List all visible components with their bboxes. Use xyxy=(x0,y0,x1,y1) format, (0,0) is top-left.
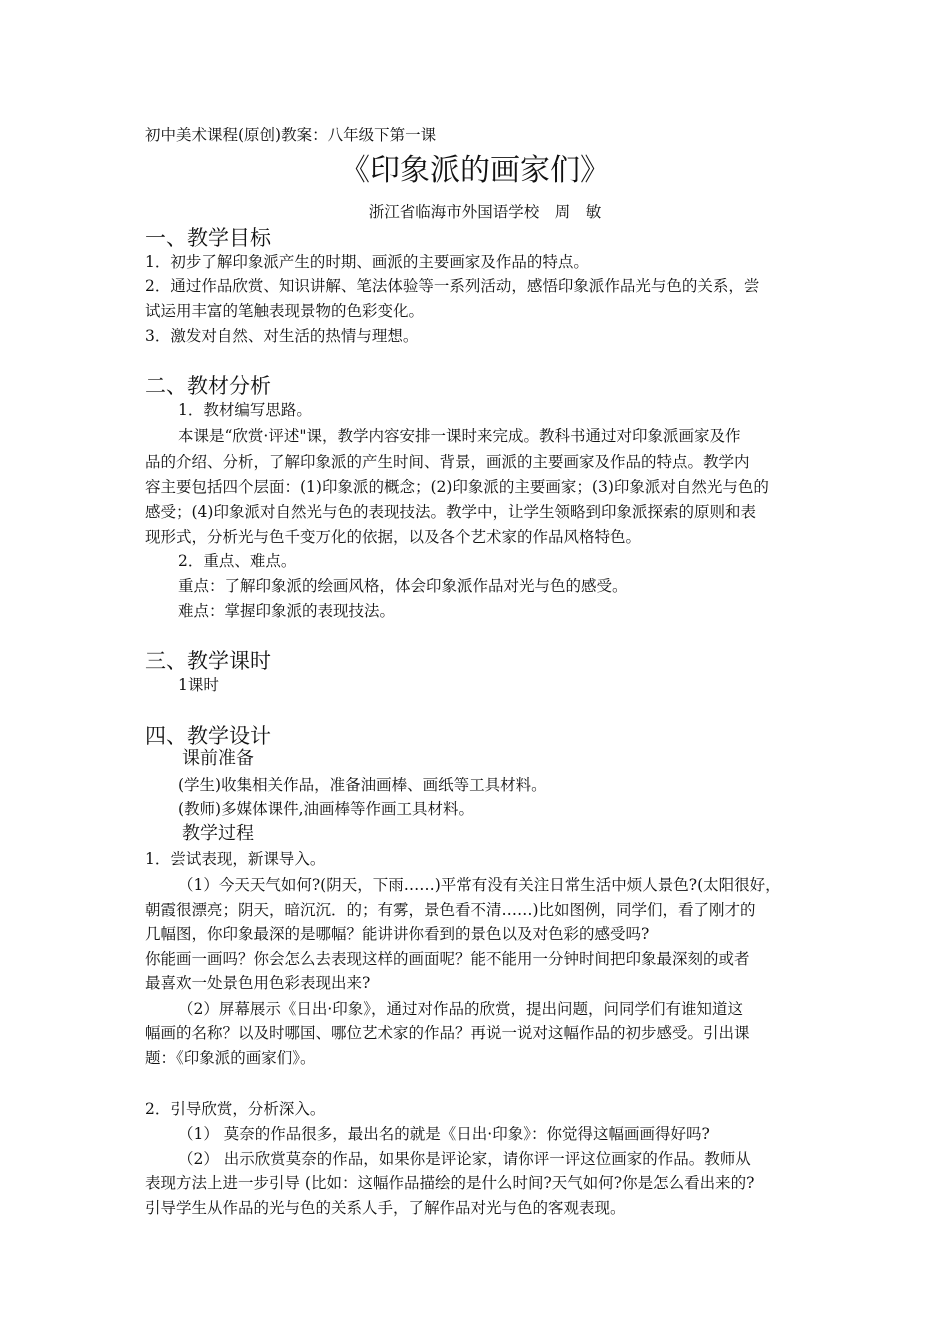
process-line: 引导学生从作品的光与色的关系人手，了解作品对光与色的客观表现。 xyxy=(145,1199,626,1217)
process-line: （1）今天天气如何?(阴天，下雨……)平常有没有关注日常生活中烦人景色?(太阳很好， xyxy=(178,876,781,894)
process-line: 朝霞很漂亮；阴天，暗沉沉．的；有雾，景色看不清……)比如图例，同学们，看了刚才的 xyxy=(145,901,756,919)
objective-line: 1．初步了解印象派产生的时期、画派的主要画家及作品的特点。 xyxy=(145,253,589,271)
material-line: 本课是“欣赏·评述"课，教学内容安排一课时来完成。教科书通过对印象派画家及作 xyxy=(178,427,741,445)
objective-line: 试运用丰富的笔触表现景物的色彩变化。 xyxy=(145,302,425,320)
material-line: 感受；(4)印象派对自然光与色的表现技法。教学中，让学生领略到印象派探索的原则和表 xyxy=(145,503,756,521)
process-line: 1．尝试表现，新课导入。 xyxy=(145,850,326,868)
section-heading-objectives: 一、教学目标 xyxy=(145,226,271,250)
process-line: 题：《印象派的画家们》。 xyxy=(145,1049,316,1067)
material-line: 品的介绍、分析，了解印象派的产生时间、背景，画派的主要画家及作品的特点。教学内 xyxy=(145,453,750,471)
material-line: 2．重点、难点。 xyxy=(178,552,297,570)
course-line: 初中美术课程(原创)教案：八年级下第一课 xyxy=(145,126,437,144)
section-heading-hours: 三、教学课时 xyxy=(145,649,271,673)
process-line: 表现方法上进一步引导 (比如：这幅作品描绘的是什么时间?天气如何?你是怎么看出来的? xyxy=(145,1174,755,1192)
prep-line: (教师)多媒体课件,油画棒等作画工具材料。 xyxy=(178,800,475,818)
process-line: （1） 莫奈的作品很多，最出名的就是《日出·印象》：你觉得这幅画画得好吗? xyxy=(178,1125,710,1143)
author-line: 浙江省临海市外国语学校 周 敏 xyxy=(368,203,602,221)
objective-line: 3．激发对自然、对生活的热情与理想。 xyxy=(145,327,419,345)
material-line: 容主要包括四个层面：(1)印象派的概念；(2)印象派的主要画家；(3)印象派对自然光与色的 xyxy=(145,478,769,496)
process-line: （2）屏幕展示《日出·印象》，通过对作品的欣赏，提出问题，问同学们有谁知道这 xyxy=(178,1000,744,1018)
process-line: 最喜欢一处景色用色彩表现出来? xyxy=(145,974,371,992)
hours-line: 1课时 xyxy=(178,676,219,694)
process-line: 2．引导欣赏，分析深入。 xyxy=(145,1100,326,1118)
section-heading-material: 二、教材分析 xyxy=(145,374,271,398)
process-line: 几幅图，你印象最深的是哪幅？能讲讲你看到的景色以及对色彩的感受吗? xyxy=(145,925,650,943)
material-line: 难点：掌握印象派的表现技法。 xyxy=(178,602,396,620)
material-line: 重点：了解印象派的绘画风格，体会印象派作品对光与色的感受。 xyxy=(178,577,628,595)
process-heading: 教学过程 xyxy=(182,823,254,844)
objective-line: 2．通过作品欣赏、知识讲解、笔法体验等一系列活动，感悟印象派作品光与色的关系，尝 xyxy=(145,277,760,295)
material-line: 现形式，分析光与色千变万化的依据，以及各个艺术家的作品风格特色。 xyxy=(145,528,642,546)
page-title: 《印象派的画家们》 xyxy=(340,153,610,188)
prep-heading: 课前准备 xyxy=(182,748,254,769)
process-line: 幅画的名称？以及时哪国、哪位艺术家的作品？再说一说对这幅作品的初步感受。引出课 xyxy=(145,1024,750,1042)
section-heading-design: 四、教学设计 xyxy=(145,724,271,748)
process-line: （2） 出示欣赏莫奈的作品，如果你是评论家，请你评一评这位画家的作品。教师从 xyxy=(178,1150,751,1168)
prep-line: (学生)收集相关作品，准备油画棒、画纸等工具材料。 xyxy=(178,776,547,794)
process-line: 你能画一画吗？你会怎么去表现这样的画面呢？能不能用一分钟时间把印象最深刻的或者 xyxy=(145,950,750,968)
material-line: 1．教材编写思路。 xyxy=(178,401,312,419)
